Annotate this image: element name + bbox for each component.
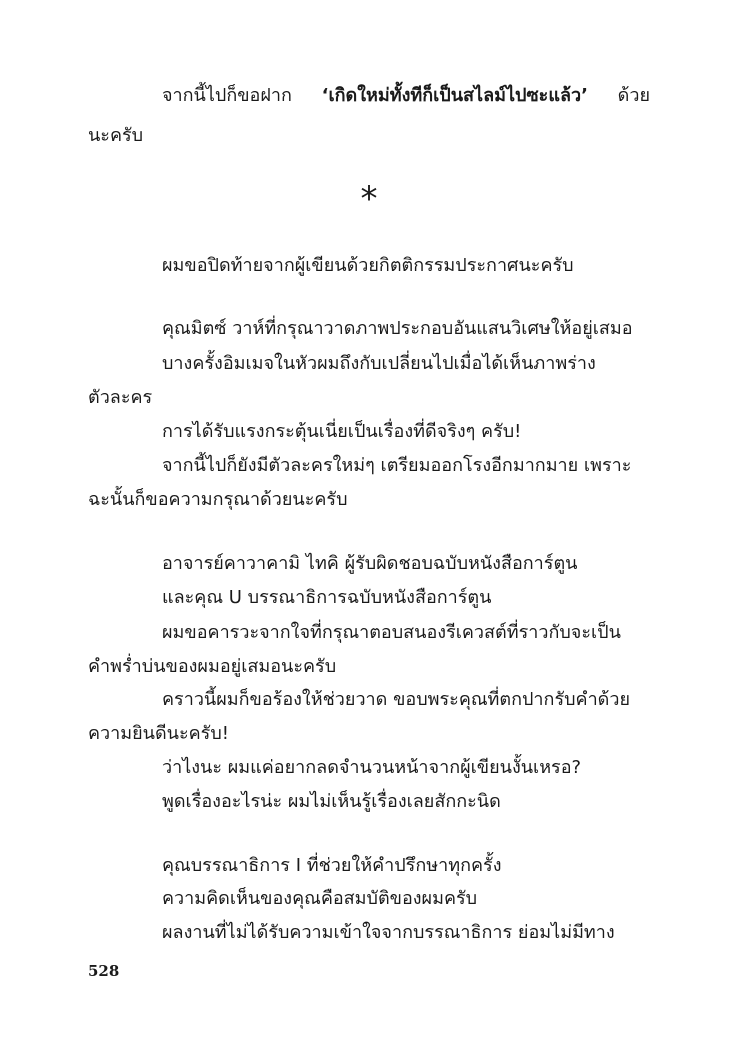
paragraph-line: อาจารย์คาวาคามิ ไทคิ ผู้รับผิดชอบฉบับหนังสือการ์ตูน bbox=[162, 553, 578, 574]
page-number: 528 bbox=[88, 962, 120, 980]
paragraph-acknowledgement-intro: ผมขอปิดท้ายจากผู้เขียนด้วยกิตติกรรมประกาศนะครับ bbox=[162, 255, 574, 276]
paragraph-line: ผลงานที่ไม่ได้รับความเข้าใจจากบรรณาธิการ ย่อมไม่มีทาง bbox=[162, 922, 615, 943]
intro-line-2: นะครับ bbox=[88, 125, 144, 146]
intro-text-after: ด้วย bbox=[617, 85, 650, 106]
paragraph-line: พูดเรื่องอะไรน่ะ ผมไม่เห็นรู้เรื่องเลยสักกะนิด bbox=[162, 791, 501, 812]
paragraph-line: ความคิดเห็นของคุณคือสมบัติของผมครับ bbox=[162, 888, 478, 909]
paragraph-line: ว่าไงนะ ผมแค่อยากลดจำนวนหน้าจากผู้เขียนงั้นเหรอ? bbox=[162, 757, 582, 778]
intro-text-before: จากนี้ไปก็ขอฝาก bbox=[162, 85, 292, 106]
paragraph-line: ฉะนั้นก็ขอความกรุณาด้วยนะครับ bbox=[88, 489, 348, 510]
intro-line-1 bbox=[162, 84, 650, 108]
paragraph-line: ตัวละคร bbox=[88, 387, 153, 408]
paragraph-line: คราวนี้ผมก็ขอร้องให้ช่วยวาด ขอบพระคุณที่ตกปากรับคำด้วย bbox=[162, 689, 631, 710]
paragraph-line: จากนี้ไปก็ยังมีตัวละครใหม่ๆ เตรียมออกโรงอีกมากมาย เพราะ bbox=[162, 455, 632, 476]
paragraph-line: บางครั้งอิมเมจในหัวผมถึงกับเปลี่ยนไปเมื่อได้เห็นภาพร่าง bbox=[162, 353, 596, 374]
section-divider-asterisk: * bbox=[360, 179, 378, 219]
paragraph-line: ผมขอคารวะจากใจที่กรุณาตอบสนองรีเควสต์ที่ราวกับจะเป็น bbox=[162, 622, 621, 643]
book-title-quote: ‘เกิดใหม่ทั้งทีก็เป็นสไลม์ไปซะแล้ว’ bbox=[321, 85, 588, 106]
paragraph-line: คุณบรรณาธิการ I ที่ช่วยให้คำปรึกษาทุกครั้ง bbox=[162, 855, 502, 876]
paragraph-line: คำพร่ำบ่นของผมอยู่เสมอนะครับ bbox=[88, 656, 337, 677]
paragraph-line: ความยินดีนะครับ! bbox=[88, 723, 229, 744]
paragraph-line: คุณมิตซ์ วาห์ที่กรุณาวาดภาพประกอบอันแสนวิเศษให้อยู่เสมอ bbox=[162, 318, 633, 339]
paragraph-line: การได้รับแรงกระตุ้นเนี่ยเป็นเรื่องที่ดีจริงๆ ครับ! bbox=[162, 421, 522, 442]
paragraph-line: และคุณ U บรรณาธิการฉบับหนังสือการ์ตูน bbox=[162, 587, 492, 608]
